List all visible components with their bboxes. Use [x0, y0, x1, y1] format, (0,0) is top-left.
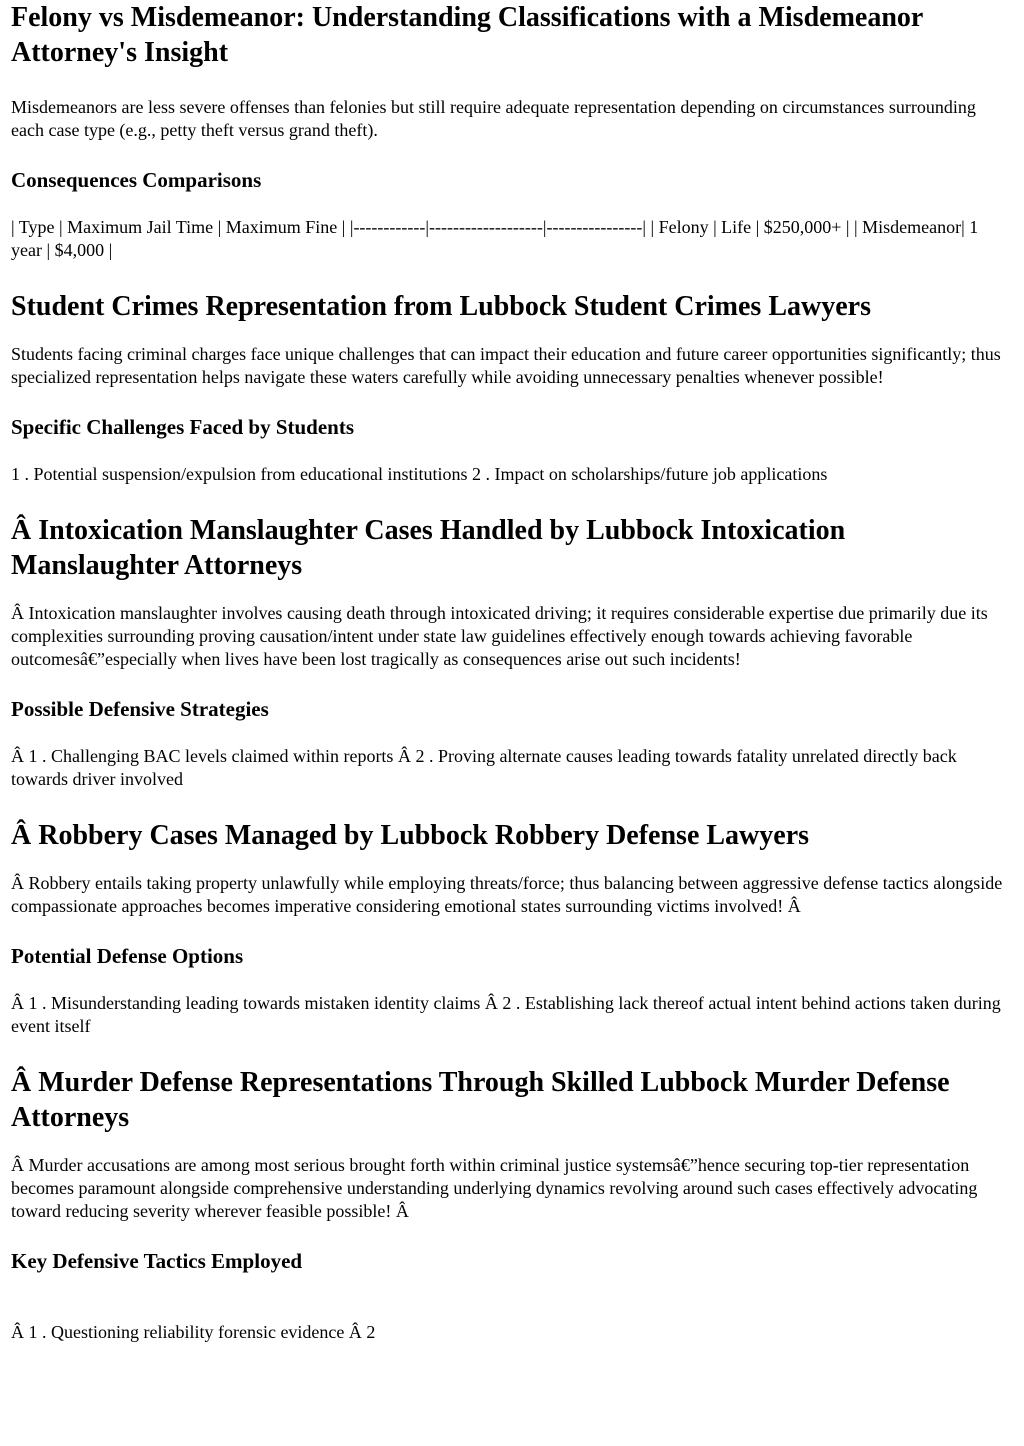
robbery-heading: Â Robbery Cases Managed by Lubbock Robbery Defense Lawyers [11, 820, 810, 851]
robbery-options-heading: Potential Defense Options [11, 944, 244, 968]
murder-tactics-heading: Key Defensive Tactics Employed [11, 1249, 303, 1273]
robbery-options-list: Â 1 . Misunderstanding leading towards mistaken identity claims Â 2 . Establishing lack thereof actual intent behind actions taken during event itself [11, 993, 1001, 1036]
article-title: Felony vs Misdemeanor: Understanding Classifications with a Misdemeanor Attorney's Insight [11, 2, 923, 68]
murder-heading: Â Murder Defense Representations Through Skilled Lubbock Murder Defense Attorneys [11, 1067, 950, 1133]
consequences-table-text: | Type | Maximum Jail Time | Maximum Fine | |------------|-------------------|----------------| | Felony | Life | $250,000+ | | Misdemeanor| 1 year | $4,000 | [11, 217, 979, 260]
intoxication-strategies-heading: Possible Defensive Strategies [11, 697, 269, 721]
student-crimes-paragraph: Students facing criminal charges face unique challenges that can impact their education and future career opportunities significantly; thus specialized representation helps navigate these waters carefully while avoiding unnecessary penalties whenever possible! [11, 344, 1001, 387]
student-crimes-heading: Student Crimes Representation from Lubbock Student Crimes Lawyers [11, 291, 871, 322]
student-challenges-list: 1 . Potential suspension/expulsion from educational institutions 2 . Impact on scholarships/future job applications [11, 464, 828, 484]
consequences-heading: Consequences Comparisons [11, 168, 262, 192]
intoxication-heading: Â Intoxication Manslaughter Cases Handled by Lubbock Intoxication Manslaughter Attorneys [11, 515, 846, 581]
murder-paragraph: Â Murder accusations are among most serious brought forth within criminal justice systemsâ€”hence securing top-tier representation becomes paramount alongside comprehensive understanding underlying dynamics revolving around such cases effectively advocating toward reducing severity wherever feasible possible! Â [11, 1155, 978, 1221]
intro-paragraph: Misdemeanors are less severe offenses than felonies but still require adequate representation depending on circumstances surrounding each case type (e.g., petty theft versus grand theft). [11, 97, 976, 140]
intoxication-paragraph: Â Intoxication manslaughter involves causing death through intoxicated driving; it requires considerable expertise due primarily due its complexities surrounding proving causation/intent under state law guidelines effectively enough towards achieving favorable outcomesâ€”especially when lives have been lost tragically as consequences arise out such incidents! [11, 603, 988, 669]
intoxication-strategies-list: Â 1 . Challenging BAC levels claimed within reports Â 2 . Proving alternate causes leading towards fatality unrelated directly back towards driver involved [11, 746, 957, 789]
student-challenges-heading: Specific Challenges Faced by Students [11, 415, 355, 439]
robbery-paragraph: Â Robbery entails taking property unlawfully while employing threats/force; thus balancing between aggressive defense tactics alongside compassionate approaches becomes imperative considering emotional states surrounding victims involved! Â [11, 873, 1003, 916]
murder-tactics-list: Â 1 . Questioning reliability forensic evidence Â 2 [11, 1322, 376, 1342]
